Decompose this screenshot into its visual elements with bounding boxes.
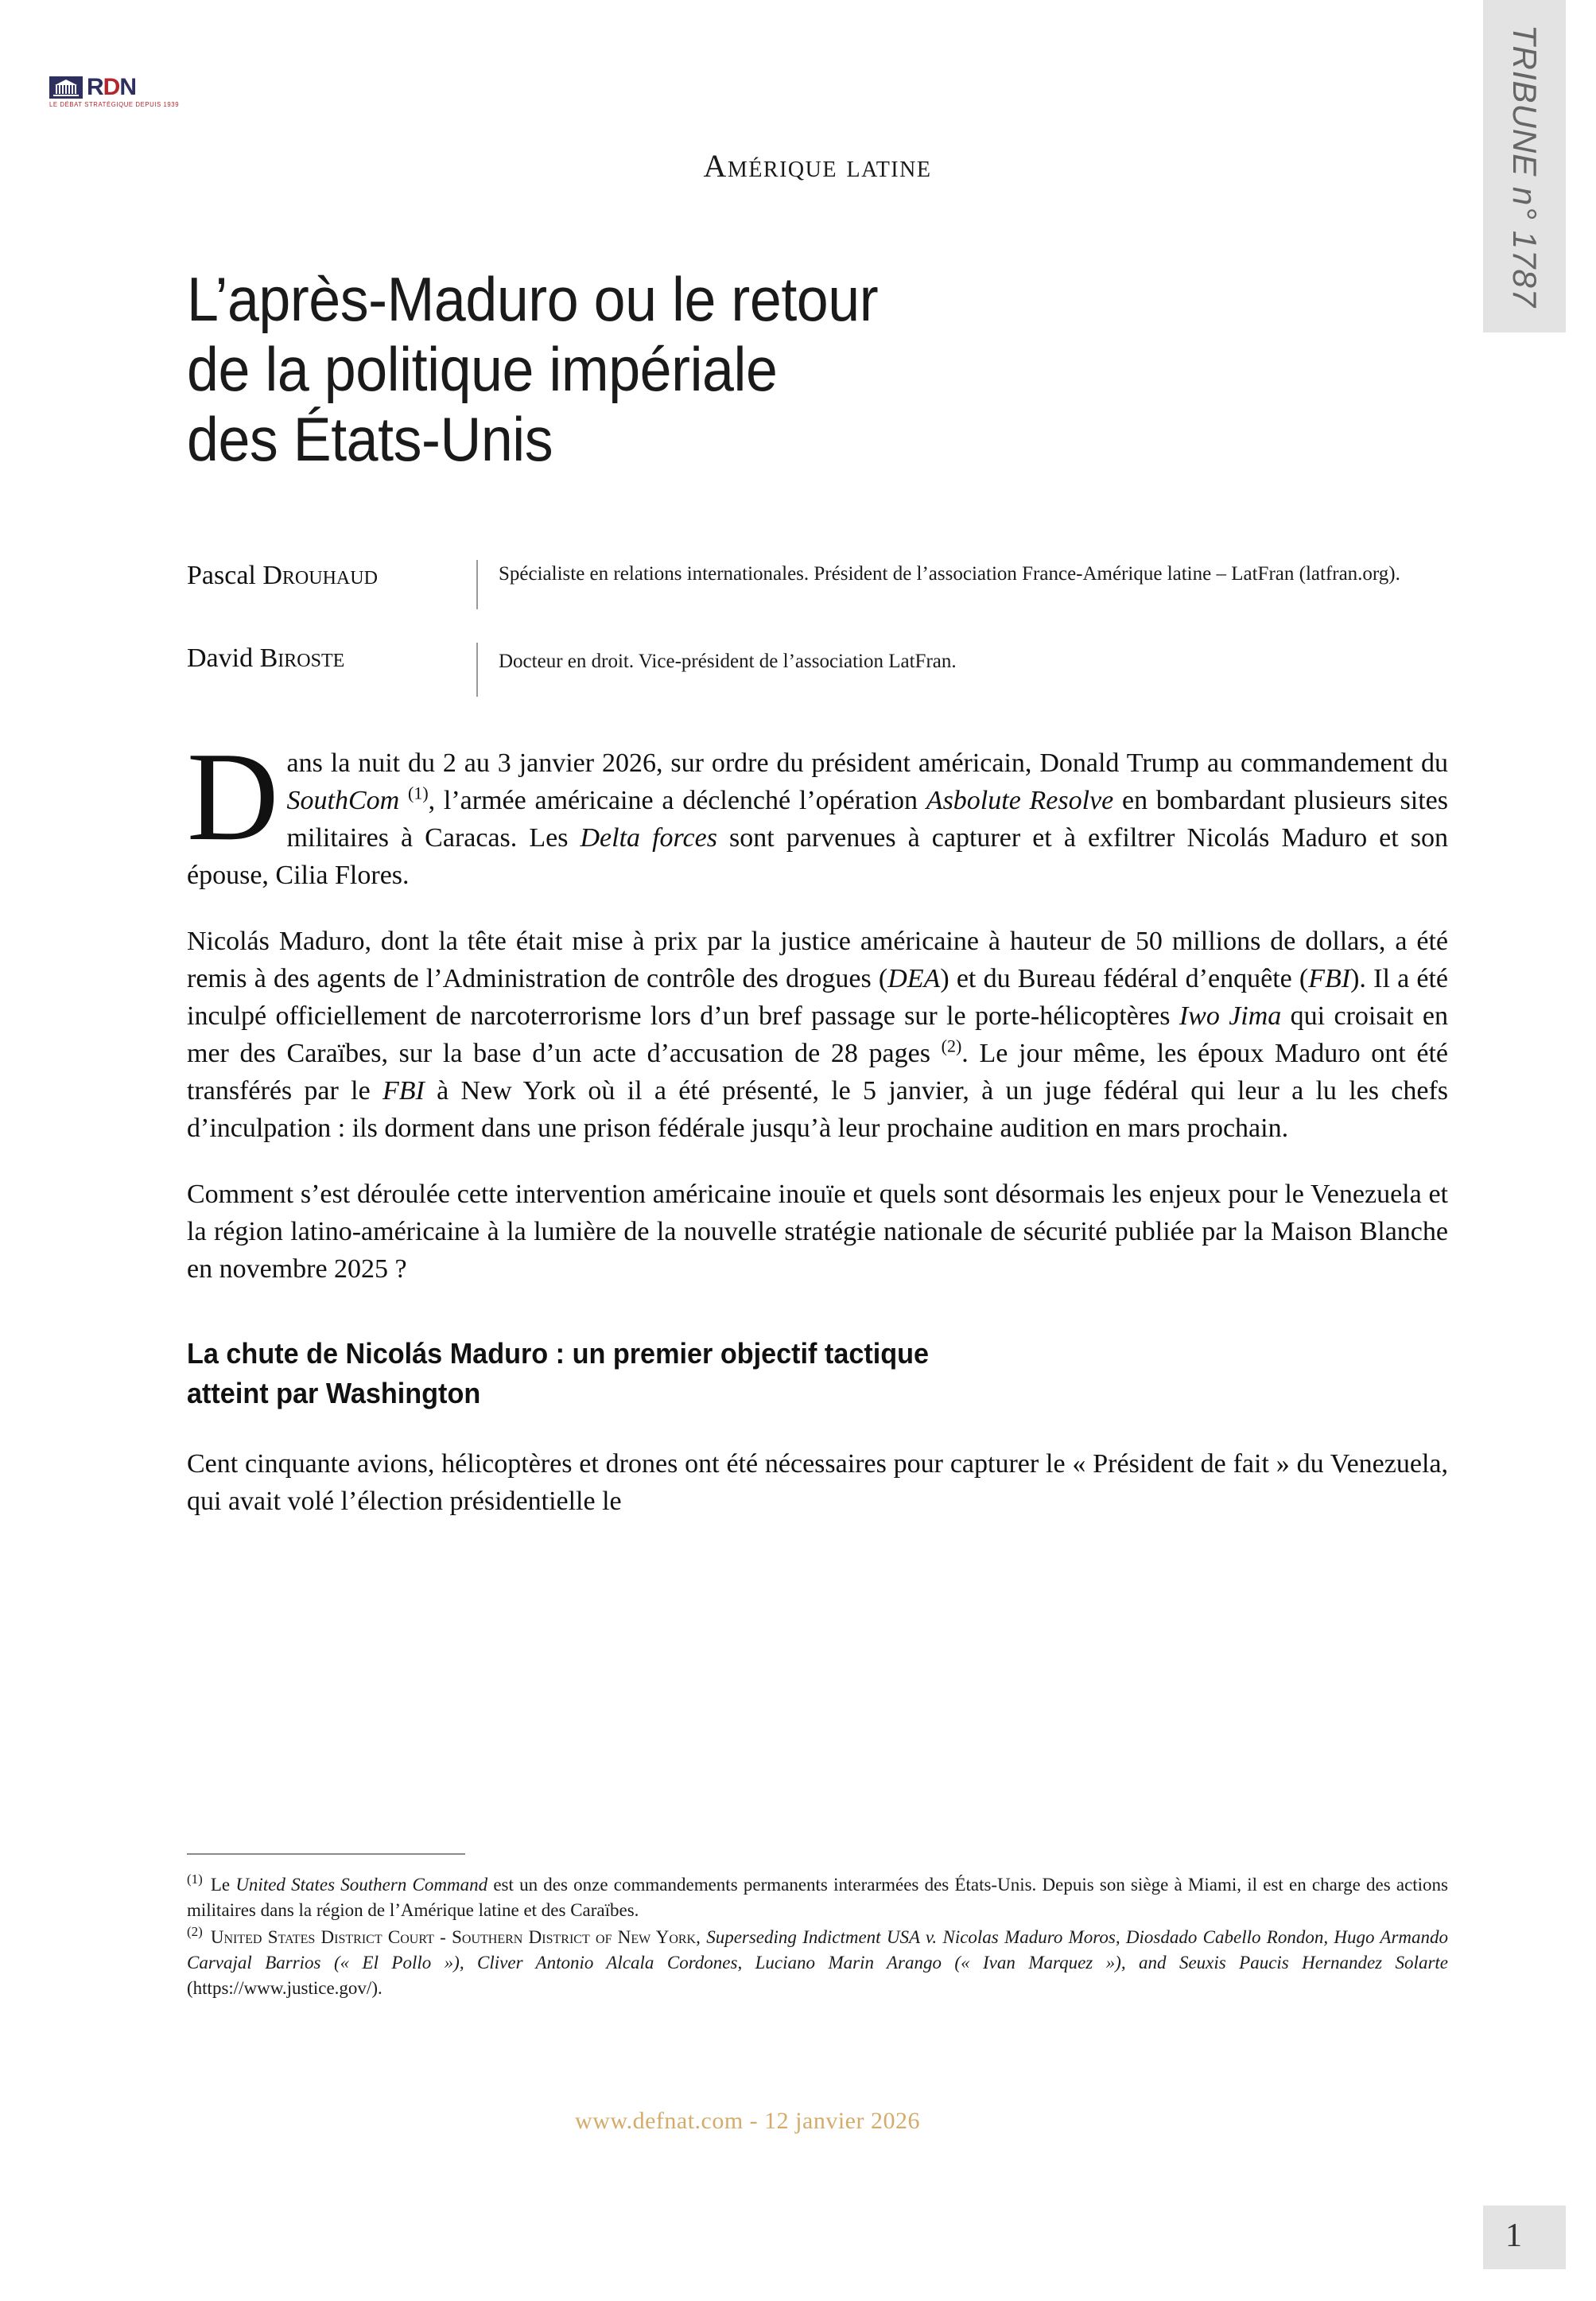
footnote-1	[187, 1872, 1448, 1923]
p2-text-a: Nicolás Maduro, dont la tête était mise à prix par la justice américaine à hauteur de 50 millions de dollars, a été remis à des agents de l’Administration de contrôle des drogues (	[187, 927, 1448, 993]
footer: www.defnat.com - 12 janvier 2026	[575, 2108, 920, 2134]
footnote-1-text-a: Le	[210, 1875, 236, 1895]
assembly-building-icon	[49, 76, 83, 99]
author-row	[187, 560, 1448, 609]
footnote-2-italic: Superseding Indictment USA v. Nicolas Maduro Moros, Diosdado Cabello Rondon, Hugo Armando Carvajal Barrios (« El Pollo »), Cliver Antonio Alcala Cordones, Luciano Marin Arango (« Ivan Marquez »), and Seuxis Paucis Hernandez Solarte	[187, 1927, 1449, 1973]
p2-text-f: à New York où il a été présenté, le 5 janvier, à un juge fédéral qui leur a lu les chefs d’inculpation : ils dorment dans une prison fédérale jusqu’à leur prochaine audition en mars prochain.	[187, 1076, 1448, 1143]
lead-text-c: en bombardant plusieurs sites militaires à Caracas. Les	[286, 786, 1449, 853]
p2-text-b: ) et du Bureau fédéral d’enquête (	[940, 964, 1309, 993]
p2-italic-fbi: FBI	[1308, 964, 1351, 993]
lead-italic-operation: Asbolute Resolve	[926, 786, 1114, 815]
footnote-1-text-b: est un des onze commandements permanents interarmées des États-Unis. Depuis son siège à Miami, il est en charge des actions militaires dans la région de l’Amérique latine et des Caraïbes.	[187, 1875, 1449, 1920]
logo-wordmark: RDN	[87, 74, 137, 100]
paragraph-lead	[187, 725, 1449, 894]
footnote-2	[187, 1925, 1448, 2001]
page-number: 1	[1505, 2217, 1522, 2254]
author-surname: Drouhaud	[262, 561, 378, 590]
footnote-2-mark: (2)	[187, 1924, 203, 1940]
p2-text-e: . Le jour même, les époux Maduro ont été transférés par le	[187, 1039, 1449, 1106]
author-block	[187, 560, 1448, 697]
section-heading	[187, 1334, 1385, 1413]
footnotes	[187, 1853, 1448, 2003]
lead-text-b: , l’armée américaine a déclenché l’opération	[428, 786, 926, 815]
logo-tagline: LE DÉBAT STRATÉGIQUE DEPUIS 1939	[49, 101, 180, 108]
title-line-2: de la politique impériale	[187, 334, 778, 404]
logo-lockup	[49, 76, 154, 99]
rdn-logo	[49, 74, 180, 108]
footnote-separator	[187, 1853, 465, 1855]
author-row	[187, 643, 1448, 697]
p2-italic-iwojima: Iwo Jima	[1179, 1001, 1282, 1031]
body-text	[187, 725, 1449, 1520]
footnote-1-italic: United States Southern Command	[235, 1875, 488, 1895]
lead-italic-delta: Delta forces	[580, 823, 717, 853]
p2-italic-dea: DEA	[887, 964, 941, 993]
author-bio: Docteur en droit. Vice-président de l’association LatFran.	[476, 643, 1448, 697]
p2-italic-fbi-2: FBI	[382, 1076, 425, 1106]
rubric: Amérique latine	[703, 148, 932, 184]
title-line-3: des États-Unis	[187, 404, 553, 474]
footnote-2-text-a: ,	[696, 1927, 707, 1947]
paragraph-2	[187, 923, 1448, 1147]
author-name	[187, 643, 476, 674]
author-first-name: David	[187, 643, 260, 673]
lead-italic-southcom: SouthCom	[286, 786, 400, 815]
page-number-box	[1483, 2206, 1566, 2269]
footnote-2-court: United States District Court - Southern District of New York	[210, 1927, 697, 1947]
author-name	[187, 560, 476, 592]
author-first-name: Pascal	[187, 561, 263, 590]
paragraph-3: Comment s’est déroulée cette intervention américaine inouïe et quels sont désormais les enjeux pour le Venezuela et la région latino-américaine à la lumière de la nouvelle stratégie nationale de sécurité publiée par la Maison Blanche en novembre 2025 ?	[187, 1180, 1448, 1284]
author-bio: Spécialiste en relations internationales. Président de l’association France-Amérique latine – LatFran (latfran.org).	[476, 560, 1448, 609]
page-title	[187, 264, 1347, 474]
footnote-ref-2[interactable]: (2)	[941, 1036, 962, 1056]
footnote-2-url[interactable]: (https://www.justice.gov/).	[187, 1978, 382, 1998]
section-heading-line-2: atteint par Washington	[187, 1377, 481, 1409]
lead-text-d: sont parvenues à capturer et à exfiltrer Nicolás Maduro et son épouse, Cilia Flores.	[187, 823, 1448, 890]
side-tab	[1483, 0, 1566, 332]
author-surname: Biroste	[259, 643, 345, 673]
content-column	[187, 0, 1448, 1549]
p2-text-d: qui croisait en mer des Caraïbes, sur la base d’un acte d’accusation de 28 pages	[187, 1001, 1449, 1068]
title-line-1: L’après-Maduro ou le retour	[187, 264, 879, 334]
section-heading-line-1: La chute de Nicolás Maduro : un premier objectif tactique	[187, 1337, 930, 1370]
side-tab-label: TRIBUNE n° 1787	[1506, 24, 1544, 309]
lead-text-a: Dans la nuit du 2 au 3 janvier 2026, sur ordre du président américain, Donald Trump au commandement du	[187, 725, 1448, 867]
paragraph-4: Cent cinquante avions, hélicoptères et drones ont été nécessaires pour capturer le « Président de fait » du Venezuela, qui avait volé l’élection présidentielle le	[187, 1449, 1448, 1516]
footnote-ref-1[interactable]: (1)	[408, 783, 429, 803]
p2-text-c: ). Il a été inculpé officiellement de narcoterrorisme lors d’un bref passage sur le porte-hélicoptères	[187, 964, 1448, 1031]
footnote-1-mark: (1)	[187, 1872, 203, 1887]
